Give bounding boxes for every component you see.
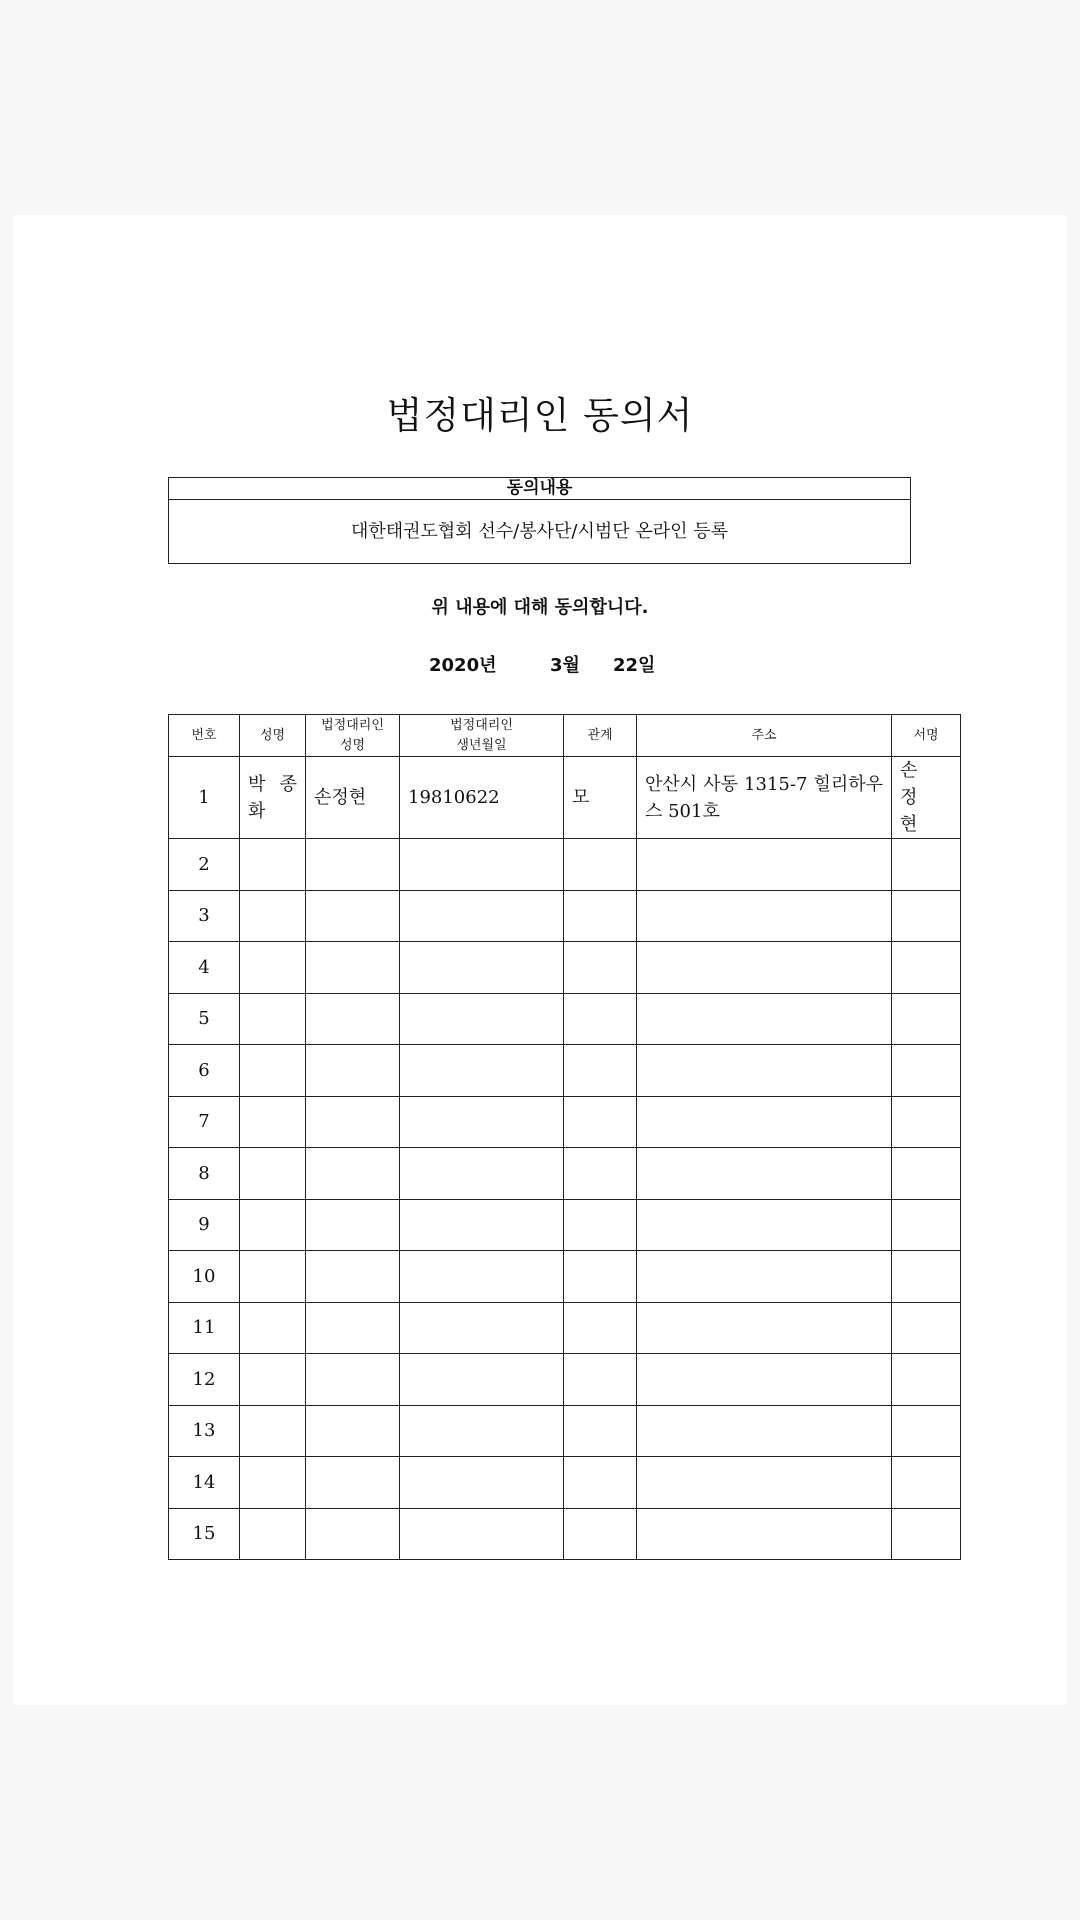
cell-number: 10	[169, 1251, 240, 1303]
table-row	[169, 1045, 961, 1097]
cell-address	[637, 839, 892, 891]
cell-number: 4	[169, 942, 240, 994]
cell-number: 6	[169, 1045, 240, 1097]
table-row	[169, 890, 961, 942]
cell-guardian-name	[306, 1354, 400, 1406]
cell-guardian-name: 손정현	[306, 757, 400, 839]
cell-address	[637, 1354, 892, 1406]
cell-guardian-name	[306, 1148, 400, 1200]
cell-address	[637, 1302, 892, 1354]
date-month: 3월	[550, 655, 580, 676]
cell-signature	[892, 942, 961, 994]
cell-signature	[892, 1045, 961, 1097]
cell-name	[240, 1251, 306, 1303]
cell-address	[637, 942, 892, 994]
guardian-roster-table	[168, 714, 961, 1560]
cell-relationship	[564, 1199, 637, 1251]
cell-guardian-birthdate	[400, 1457, 564, 1509]
cell-address	[637, 1457, 892, 1509]
cell-guardian-birthdate	[400, 1354, 564, 1406]
cell-number: 12	[169, 1354, 240, 1406]
cell-name	[240, 1354, 306, 1406]
cell-guardian-birthdate	[400, 1045, 564, 1097]
cell-guardian-birthdate	[400, 1148, 564, 1200]
cell-signature	[892, 1457, 961, 1509]
header-guardian-name: 법정대리인 성명	[306, 715, 400, 757]
header-address: 주소	[637, 715, 892, 757]
cell-name	[240, 1199, 306, 1251]
cell-address	[637, 1405, 892, 1457]
cell-name	[240, 839, 306, 891]
cell-relationship	[564, 993, 637, 1045]
cell-guardian-name	[306, 1199, 400, 1251]
cell-address	[637, 1148, 892, 1200]
cell-guardian-name	[306, 839, 400, 891]
table-row	[169, 942, 961, 994]
cell-guardian-name	[306, 890, 400, 942]
cell-guardian-birthdate	[400, 839, 564, 891]
table-row	[169, 1148, 961, 1200]
cell-signature	[892, 1508, 961, 1560]
cell-relationship	[564, 1148, 637, 1200]
cell-relationship	[564, 1096, 637, 1148]
cell-name	[240, 890, 306, 942]
agreement-statement: 위 내용에 대해 동의합니다.	[431, 597, 649, 618]
cell-signature: 손 정 현	[892, 757, 961, 839]
cell-name	[240, 1096, 306, 1148]
consent-header: 동의내용	[169, 478, 910, 500]
cell-guardian-birthdate	[400, 1251, 564, 1303]
cell-name	[240, 1508, 306, 1560]
cell-name	[240, 1148, 306, 1200]
cell-guardian-name	[306, 1405, 400, 1457]
cell-guardian-birthdate	[400, 890, 564, 942]
cell-number: 7	[169, 1096, 240, 1148]
cell-signature	[892, 1096, 961, 1148]
table-body	[169, 757, 961, 1560]
table-row	[169, 1457, 961, 1509]
cell-address	[637, 993, 892, 1045]
cell-number: 8	[169, 1148, 240, 1200]
cell-guardian-name	[306, 1096, 400, 1148]
header-relationship: 관계	[564, 715, 637, 757]
cell-signature	[892, 839, 961, 891]
cell-guardian-birthdate	[400, 1199, 564, 1251]
cell-number: 11	[169, 1302, 240, 1354]
header-name: 성명	[240, 715, 306, 757]
cell-relationship	[564, 1251, 637, 1303]
cell-relationship	[564, 1354, 637, 1406]
cell-address	[637, 1096, 892, 1148]
cell-guardian-birthdate	[400, 942, 564, 994]
cell-name	[240, 1457, 306, 1509]
document-page	[13, 215, 1067, 1705]
cell-relationship	[564, 942, 637, 994]
cell-number: 5	[169, 993, 240, 1045]
cell-relationship	[564, 1302, 637, 1354]
cell-guardian-name	[306, 1251, 400, 1303]
cell-number: 15	[169, 1508, 240, 1560]
consent-content: 대한태권도협회 선수/봉사단/시범단 온라인 등록	[350, 521, 729, 542]
cell-number: 2	[169, 839, 240, 891]
cell-relationship	[564, 1508, 637, 1560]
cell-guardian-birthdate	[400, 1405, 564, 1457]
cell-signature	[892, 993, 961, 1045]
cell-relationship	[564, 1045, 637, 1097]
cell-name	[240, 1302, 306, 1354]
cell-address	[637, 890, 892, 942]
table-row	[169, 993, 961, 1045]
header-guardian-birthdate: 법정대리인 생년월일	[400, 715, 564, 757]
document-title: 법정대리인 동의서	[386, 394, 694, 437]
header-number: 번호	[169, 715, 240, 757]
cell-address	[637, 1199, 892, 1251]
table-row	[169, 1354, 961, 1406]
cell-relationship: 모	[564, 757, 637, 839]
cell-number: 14	[169, 1457, 240, 1509]
cell-number: 3	[169, 890, 240, 942]
cell-signature	[892, 1148, 961, 1200]
table-row	[169, 757, 961, 839]
date-day: 22일	[613, 655, 656, 676]
cell-guardian-birthdate: 19810622	[400, 757, 564, 839]
cell-name	[240, 942, 306, 994]
header-signature: 서명	[892, 715, 961, 757]
cell-relationship	[564, 1405, 637, 1457]
table-row	[169, 1405, 961, 1457]
cell-relationship	[564, 839, 637, 891]
cell-address	[637, 1251, 892, 1303]
cell-address	[637, 1508, 892, 1560]
cell-guardian-birthdate	[400, 1096, 564, 1148]
cell-guardian-birthdate	[400, 1508, 564, 1560]
consent-box	[168, 477, 911, 564]
cell-guardian-name	[306, 1457, 400, 1509]
cell-signature	[892, 1354, 961, 1406]
table-row	[169, 1302, 961, 1354]
table-row	[169, 1251, 961, 1303]
cell-name	[240, 1045, 306, 1097]
cell-signature	[892, 1405, 961, 1457]
date-year: 2020년	[429, 655, 497, 676]
cell-signature	[892, 1251, 961, 1303]
cell-signature	[892, 890, 961, 942]
cell-relationship	[564, 890, 637, 942]
table-header-row	[169, 715, 961, 757]
cell-signature	[892, 1199, 961, 1251]
cell-address: 안산시 사동 1315-7 힐리하우스 501호	[637, 757, 892, 839]
cell-name	[240, 1405, 306, 1457]
cell-signature	[892, 1302, 961, 1354]
cell-guardian-birthdate	[400, 993, 564, 1045]
cell-relationship	[564, 1457, 637, 1509]
cell-guardian-name	[306, 993, 400, 1045]
cell-name: 박 종 화	[240, 757, 306, 839]
cell-address	[637, 1045, 892, 1097]
table-row	[169, 1096, 961, 1148]
cell-name	[240, 993, 306, 1045]
cell-guardian-name	[306, 1508, 400, 1560]
cell-guardian-birthdate	[400, 1302, 564, 1354]
table-row	[169, 1508, 961, 1560]
cell-guardian-name	[306, 1302, 400, 1354]
cell-guardian-name	[306, 942, 400, 994]
cell-guardian-name	[306, 1045, 400, 1097]
table-row	[169, 1199, 961, 1251]
cell-number: 1	[169, 757, 240, 839]
cell-number: 13	[169, 1405, 240, 1457]
cell-number: 9	[169, 1199, 240, 1251]
table-row	[169, 839, 961, 891]
